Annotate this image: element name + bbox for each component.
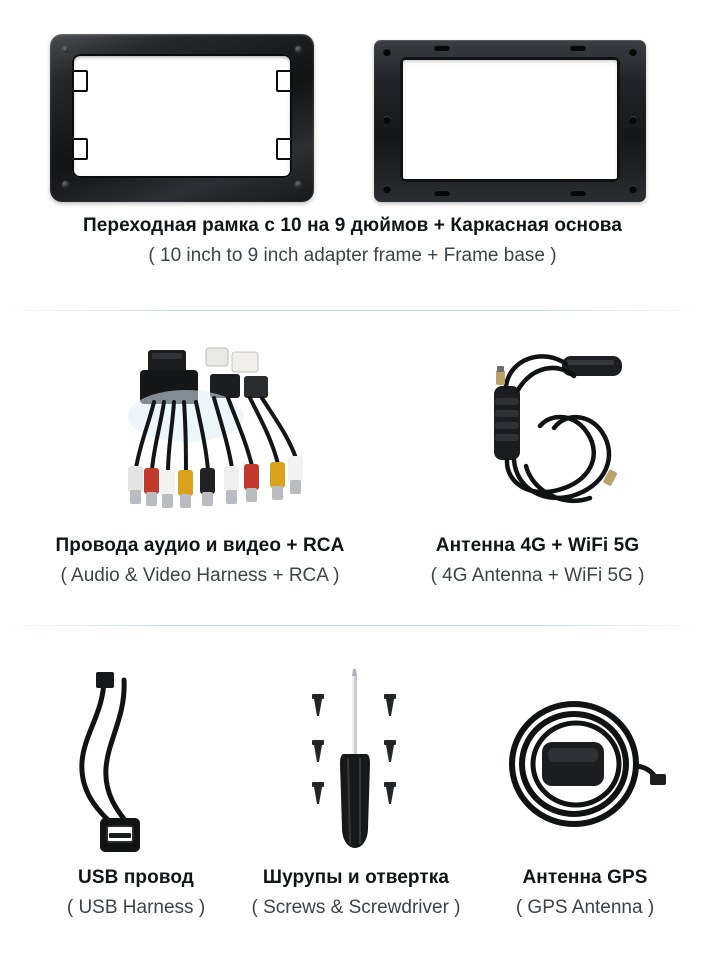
adapter-notch-bottom-right	[276, 138, 292, 160]
screw-icon	[62, 181, 69, 188]
screw-icon	[295, 46, 302, 53]
adapter-notch-top-right	[276, 70, 292, 92]
harness-caption-ru: Провода аудио и видео + RCA	[55, 535, 345, 556]
section-harness-antenna	[0, 312, 705, 624]
screws-caption-block	[226, 866, 486, 920]
frames-caption-en: ( 10 inch to 9 inch adapter frame + Frame base )	[148, 244, 557, 266]
gps-caption-ru: Антенна GPS	[522, 867, 648, 888]
frames-caption-block	[0, 214, 705, 268]
screw-icon	[295, 181, 302, 188]
usb-caption-block	[26, 866, 246, 920]
screws-caption-ru: Шурупы и отвертка	[262, 867, 450, 888]
antenna4g-caption-en: ( 4G Antenna + WiFi 5G )	[430, 564, 645, 586]
mount-hole-icon	[629, 185, 637, 193]
gps-caption-block	[480, 866, 690, 920]
gps-antenna-icon	[500, 692, 670, 842]
mount-hole-icon	[629, 48, 637, 56]
car-radio-adapter-frame-icon	[50, 34, 314, 202]
usb-caption-en: ( USB Harness )	[66, 896, 206, 918]
adapter-notch-bottom-left	[72, 138, 88, 160]
frames-row	[0, 18, 705, 198]
screws-caption-en: ( Screws & Screwdriver )	[251, 896, 461, 918]
section-divider	[0, 625, 705, 626]
mount-slot-icon	[434, 190, 450, 196]
antenna4g-caption-block	[385, 534, 690, 588]
antenna4g-caption-ru: Антенна 4G + WiFi 5G	[435, 535, 640, 556]
4g-wifi-antenna-icon	[466, 340, 646, 525]
mount-hole-icon	[383, 185, 391, 193]
wiring-harness-rca-icon	[110, 340, 350, 525]
frame-base-opening	[400, 57, 620, 182]
section-divider	[0, 310, 705, 311]
gps-caption-en: ( GPS Antenna )	[515, 896, 655, 918]
section-frames	[0, 0, 705, 300]
adapter-frame-opening	[72, 54, 292, 178]
frames-caption-ru: Переходная рамка с 10 на 9 дюймов + Каркасная основа	[82, 215, 623, 236]
harness-caption-block	[20, 534, 380, 588]
screw-icon	[62, 46, 69, 53]
mount-hole-icon	[383, 48, 391, 56]
adapter-notch-top-left	[72, 70, 88, 92]
usb-cable-icon	[62, 670, 212, 860]
mount-hole-icon	[383, 116, 391, 124]
screwdriver-screws-icon	[300, 668, 410, 860]
section-accessories	[0, 640, 705, 970]
usb-caption-ru: USB провод	[78, 867, 194, 888]
car-radio-frame-base-icon	[374, 40, 646, 202]
mount-slot-icon	[434, 45, 450, 51]
mount-slot-icon	[570, 45, 586, 51]
mount-hole-icon	[629, 116, 637, 124]
harness-caption-en: ( Audio & Video Harness + RCA )	[60, 564, 340, 586]
mount-slot-icon	[570, 190, 586, 196]
